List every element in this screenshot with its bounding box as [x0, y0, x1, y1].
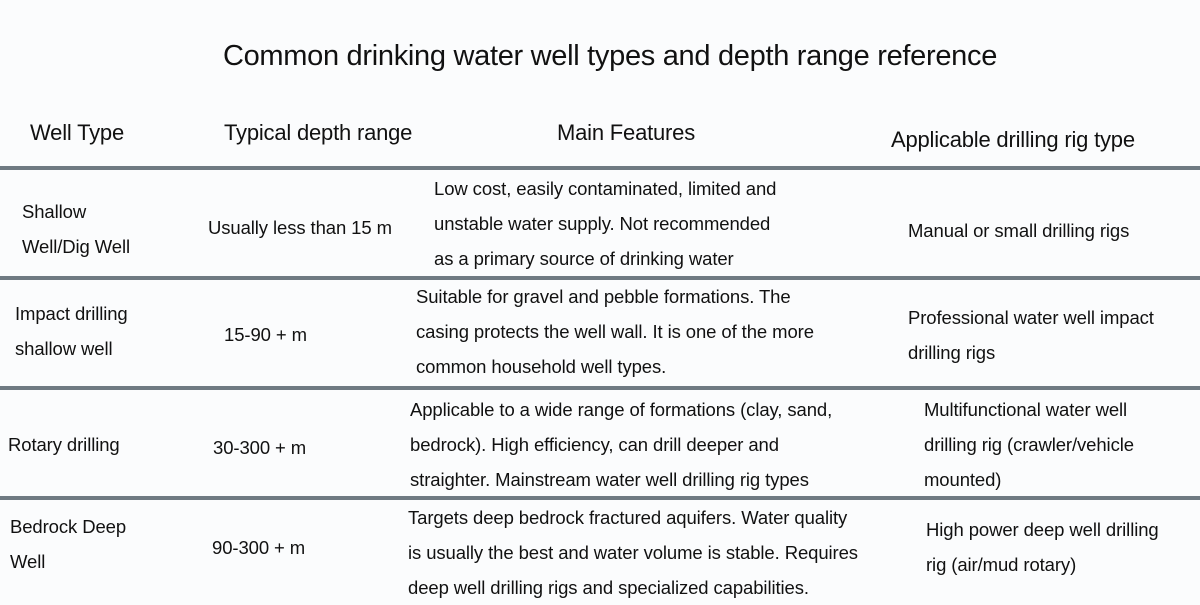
rig-cell [908, 213, 1129, 248]
cell-line: deep well drilling rigs and specialized capabilities. [408, 577, 809, 598]
cell-line: High power deep well drilling [926, 519, 1159, 540]
cell-line: Shallow [22, 201, 87, 222]
cell-line: Bedrock Deep [10, 516, 127, 537]
cell-line: Professional water well impact [908, 307, 1154, 328]
cell-line: shallow well [15, 338, 113, 359]
cell-line: Well [10, 551, 46, 572]
header-depth-range: Typical depth range [224, 120, 413, 145]
cell-line: Manual or small drilling rigs [908, 220, 1130, 241]
features-cell [416, 279, 814, 384]
divider [0, 166, 1200, 170]
divider [0, 386, 1200, 390]
header-rig-type: Applicable drilling rig type [891, 127, 1135, 152]
depth-cell: 90-300 + m [212, 537, 306, 558]
features-cell [434, 171, 776, 276]
cell-line: drilling rig (crawler/vehicle [924, 434, 1134, 455]
cell-line: Impact drilling [15, 303, 128, 324]
cell-line: rig (air/mud rotary) [926, 554, 1077, 575]
features-cell [410, 392, 832, 497]
cell-line: bedrock). High efficiency, can drill deeper and [410, 434, 779, 455]
features-cell [408, 500, 858, 605]
cell-line: Low cost, easily contaminated, limited and [434, 178, 777, 199]
well-type-cell [8, 427, 120, 462]
cell-line: common household well types. [416, 356, 667, 377]
page-title: Common drinking water well types and depth range reference [222, 40, 998, 72]
cell-line: Applicable to a wide range of formations (clay, sand, [410, 399, 833, 420]
cell-line: unstable water supply. Not recommended [434, 213, 771, 234]
depth-cell: 15-90 + m [224, 324, 307, 345]
cell-line: casing protects the well wall. It is one of the more [416, 321, 814, 342]
well-type-cell [22, 194, 130, 264]
cell-line: Well/Dig Well [22, 236, 131, 257]
cell-line: Targets deep bedrock fractured aquifers. Water quality [408, 507, 848, 528]
well-type-cell [10, 509, 126, 579]
rig-cell [908, 300, 1154, 370]
cell-line: drilling rigs [908, 342, 996, 363]
header-well-type: Well Type [30, 120, 124, 145]
cell-line: Rotary drilling [8, 434, 120, 455]
cell-line: straighter. Mainstream water well drilling rig types [410, 469, 809, 490]
depth-cell: Usually less than 15 m [208, 217, 392, 238]
cell-line: Suitable for gravel and pebble formations. The [416, 286, 791, 307]
cell-line: mounted) [924, 469, 1002, 490]
header-main-features: Main Features [557, 120, 696, 145]
cell-line: is usually the best and water volume is stable. Requires [408, 542, 858, 563]
well-type-cell [15, 296, 128, 366]
rig-cell [924, 392, 1134, 497]
cell-line: Multifunctional water well [924, 399, 1128, 420]
cell-line: as a primary source of drinking water [434, 248, 734, 269]
rig-cell [926, 512, 1159, 582]
depth-cell: 30-300 + m [213, 437, 307, 458]
